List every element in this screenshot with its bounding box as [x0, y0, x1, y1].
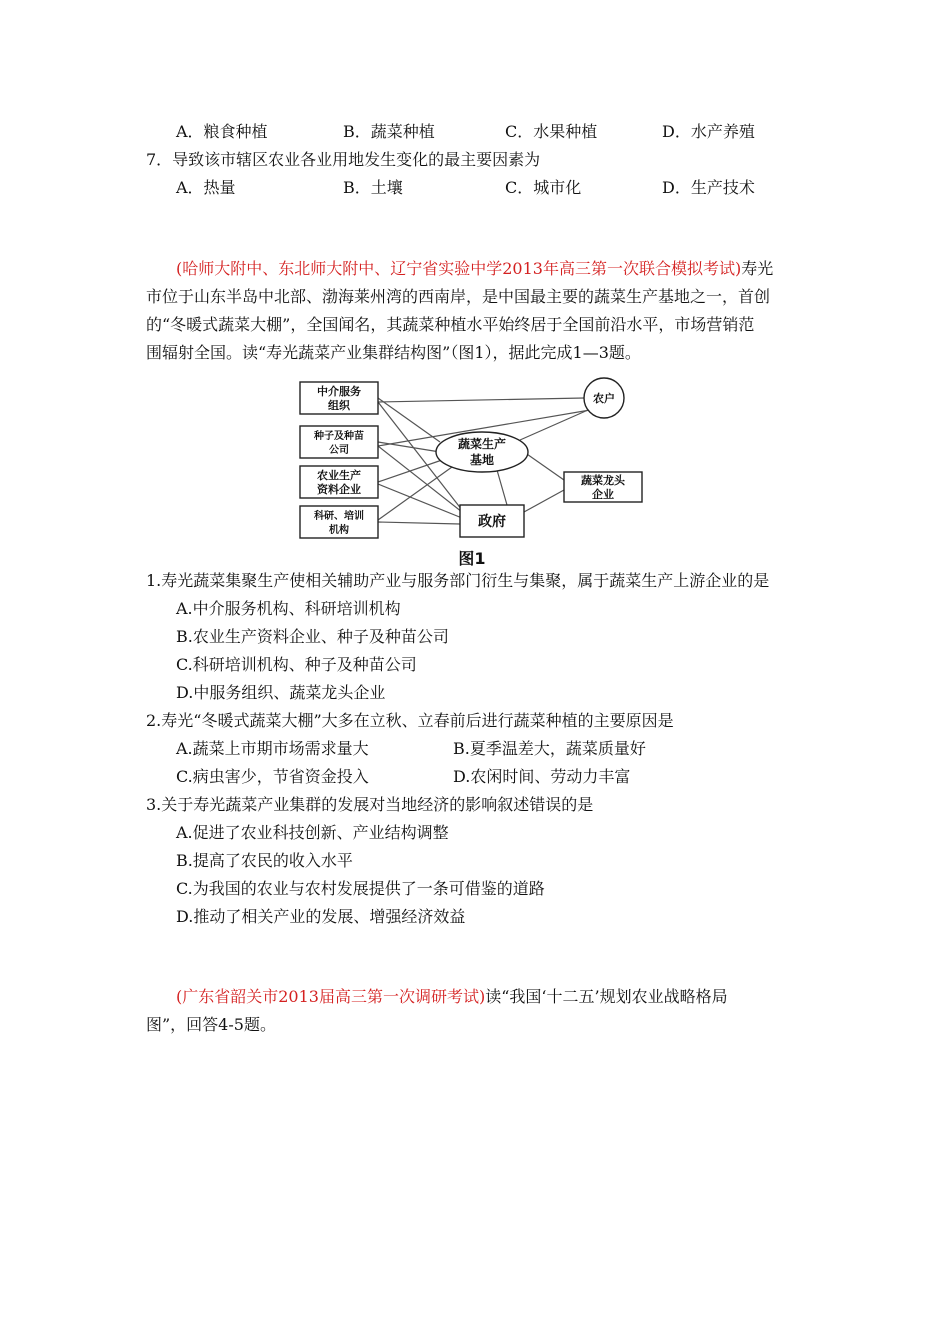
- base-label-1: 蔬菜生产: [457, 437, 507, 451]
- research-label-2: 机构: [329, 525, 349, 536]
- dragon-head-enterprise-box: [564, 472, 642, 502]
- supplies-label-2: 资料企业: [317, 483, 361, 496]
- vegetable-base-ellipse: [436, 432, 528, 472]
- research-training-box: [300, 506, 378, 538]
- passage2-line-0: 读“我国‘十二五’规划农业战略格局: [485, 987, 728, 1006]
- government-box: [460, 505, 524, 537]
- base-label-2: 基地: [469, 453, 495, 467]
- q1-option-b: B.农业生产资料企业、种子及种苗公司: [176, 627, 449, 646]
- q3-option-b: B.提高了农民的收入水平: [176, 851, 353, 870]
- intermediary-label-2: 组织: [328, 399, 350, 412]
- prev-option-c: C．水果种植: [505, 122, 598, 141]
- q1-option-c: C.科研培训机构、种子及种苗公司: [176, 655, 417, 674]
- passage2-line-1: 图”，回答4-5题。: [146, 1015, 276, 1034]
- dragon-label-2: 企业: [592, 488, 614, 501]
- seed-label-1: 种子及种苗: [314, 431, 364, 442]
- passage1-source: (哈师大附中、东北师大附中、辽宁省实验中学2013年高三第一次联合模拟考试): [176, 259, 742, 278]
- q1-stem: 1.寿光蔬菜集聚生产使相关辅助产业与服务部门衍生与集聚，属于蔬菜生产上游企业的是: [146, 571, 770, 590]
- intermediary-box: [300, 382, 378, 414]
- prev-option-a: A．粮食种植: [176, 122, 268, 141]
- farmer-label: 农户: [593, 392, 615, 405]
- q2-option-b: B.夏季温差大，蔬菜质量好: [453, 739, 646, 758]
- figure1-diagram: [292, 372, 652, 570]
- passage1-line-1: 市位于山东半岛中北部、渤海莱州湾的西南岸，是中国最主要的蔬菜生产基地之一，首创: [146, 287, 771, 306]
- q7-option-c: C．城市化: [505, 178, 582, 197]
- supplies-label-1: 农业生产: [317, 469, 361, 482]
- passage1-first-line: [176, 258, 773, 280]
- q7-option-a: A．热量: [176, 178, 236, 197]
- passage1-line-2: 的“冬暖式蔬菜大棚”，全国闻名，其蔬菜种植水平始终居于全国前沿水平，市场营销范: [146, 315, 755, 334]
- q1-option-a: A.中介服务机构、科研培训机构: [176, 599, 401, 618]
- q3-option-c: C.为我国的农业与农村发展提供了一条可借鉴的道路: [176, 879, 545, 898]
- q7-option-d: D．生产技术: [662, 178, 755, 197]
- agri-supplies-box: [300, 466, 378, 498]
- prev-option-d: D．水产养殖: [662, 122, 755, 141]
- seed-label-2: 公司: [329, 445, 349, 456]
- q2-option-c: C.病虫害少，节省资金投入: [176, 767, 369, 786]
- q7-option-b: B．土壤: [343, 178, 403, 197]
- passage2-first-line: [176, 986, 728, 1008]
- farmer-circle: [584, 378, 624, 418]
- passage1-line-3: 围辐射全国。读“寿光蔬菜产业集群结构图”（图1），据此完成1—3题。: [146, 343, 641, 362]
- q1-option-d: D.中服务组织、蔬菜龙头企业: [176, 683, 386, 702]
- passage2-source: (广东省韶关市2013届高三第一次调研考试): [176, 987, 486, 1006]
- dragon-label-1: 蔬菜龙头: [581, 474, 625, 487]
- research-label-1: 科研、培训: [314, 511, 364, 522]
- q2-option-a: A.蔬菜上市期市场需求量大: [176, 739, 369, 758]
- q2-option-d: D.农闲时间、劳动力丰富: [453, 767, 631, 786]
- prev-option-b: B．蔬菜种植: [343, 122, 435, 141]
- q3-option-a: A.促进了农业科技创新、产业结构调整: [176, 823, 449, 842]
- q7-stem: 7．导致该市辖区农业各业用地发生变化的最主要因素为: [146, 150, 541, 169]
- figure1-caption: 图1: [458, 549, 486, 568]
- passage1-line-0: 寿光: [741, 259, 774, 278]
- government-label: 政府: [478, 514, 506, 530]
- q3-option-d: D.推动了相关产业的发展、增强经济效益: [176, 907, 466, 926]
- q3-stem: 3.关于寿光蔬菜产业集群的发展对当地经济的影响叙述错误的是: [146, 795, 594, 814]
- seed-company-box: [300, 426, 378, 458]
- intermediary-label-1: 中介服务: [317, 385, 361, 398]
- q2-stem: 2.寿光“冬暖式蔬菜大棚”大多在立秋、立春前后进行蔬菜种植的主要原因是: [146, 711, 674, 730]
